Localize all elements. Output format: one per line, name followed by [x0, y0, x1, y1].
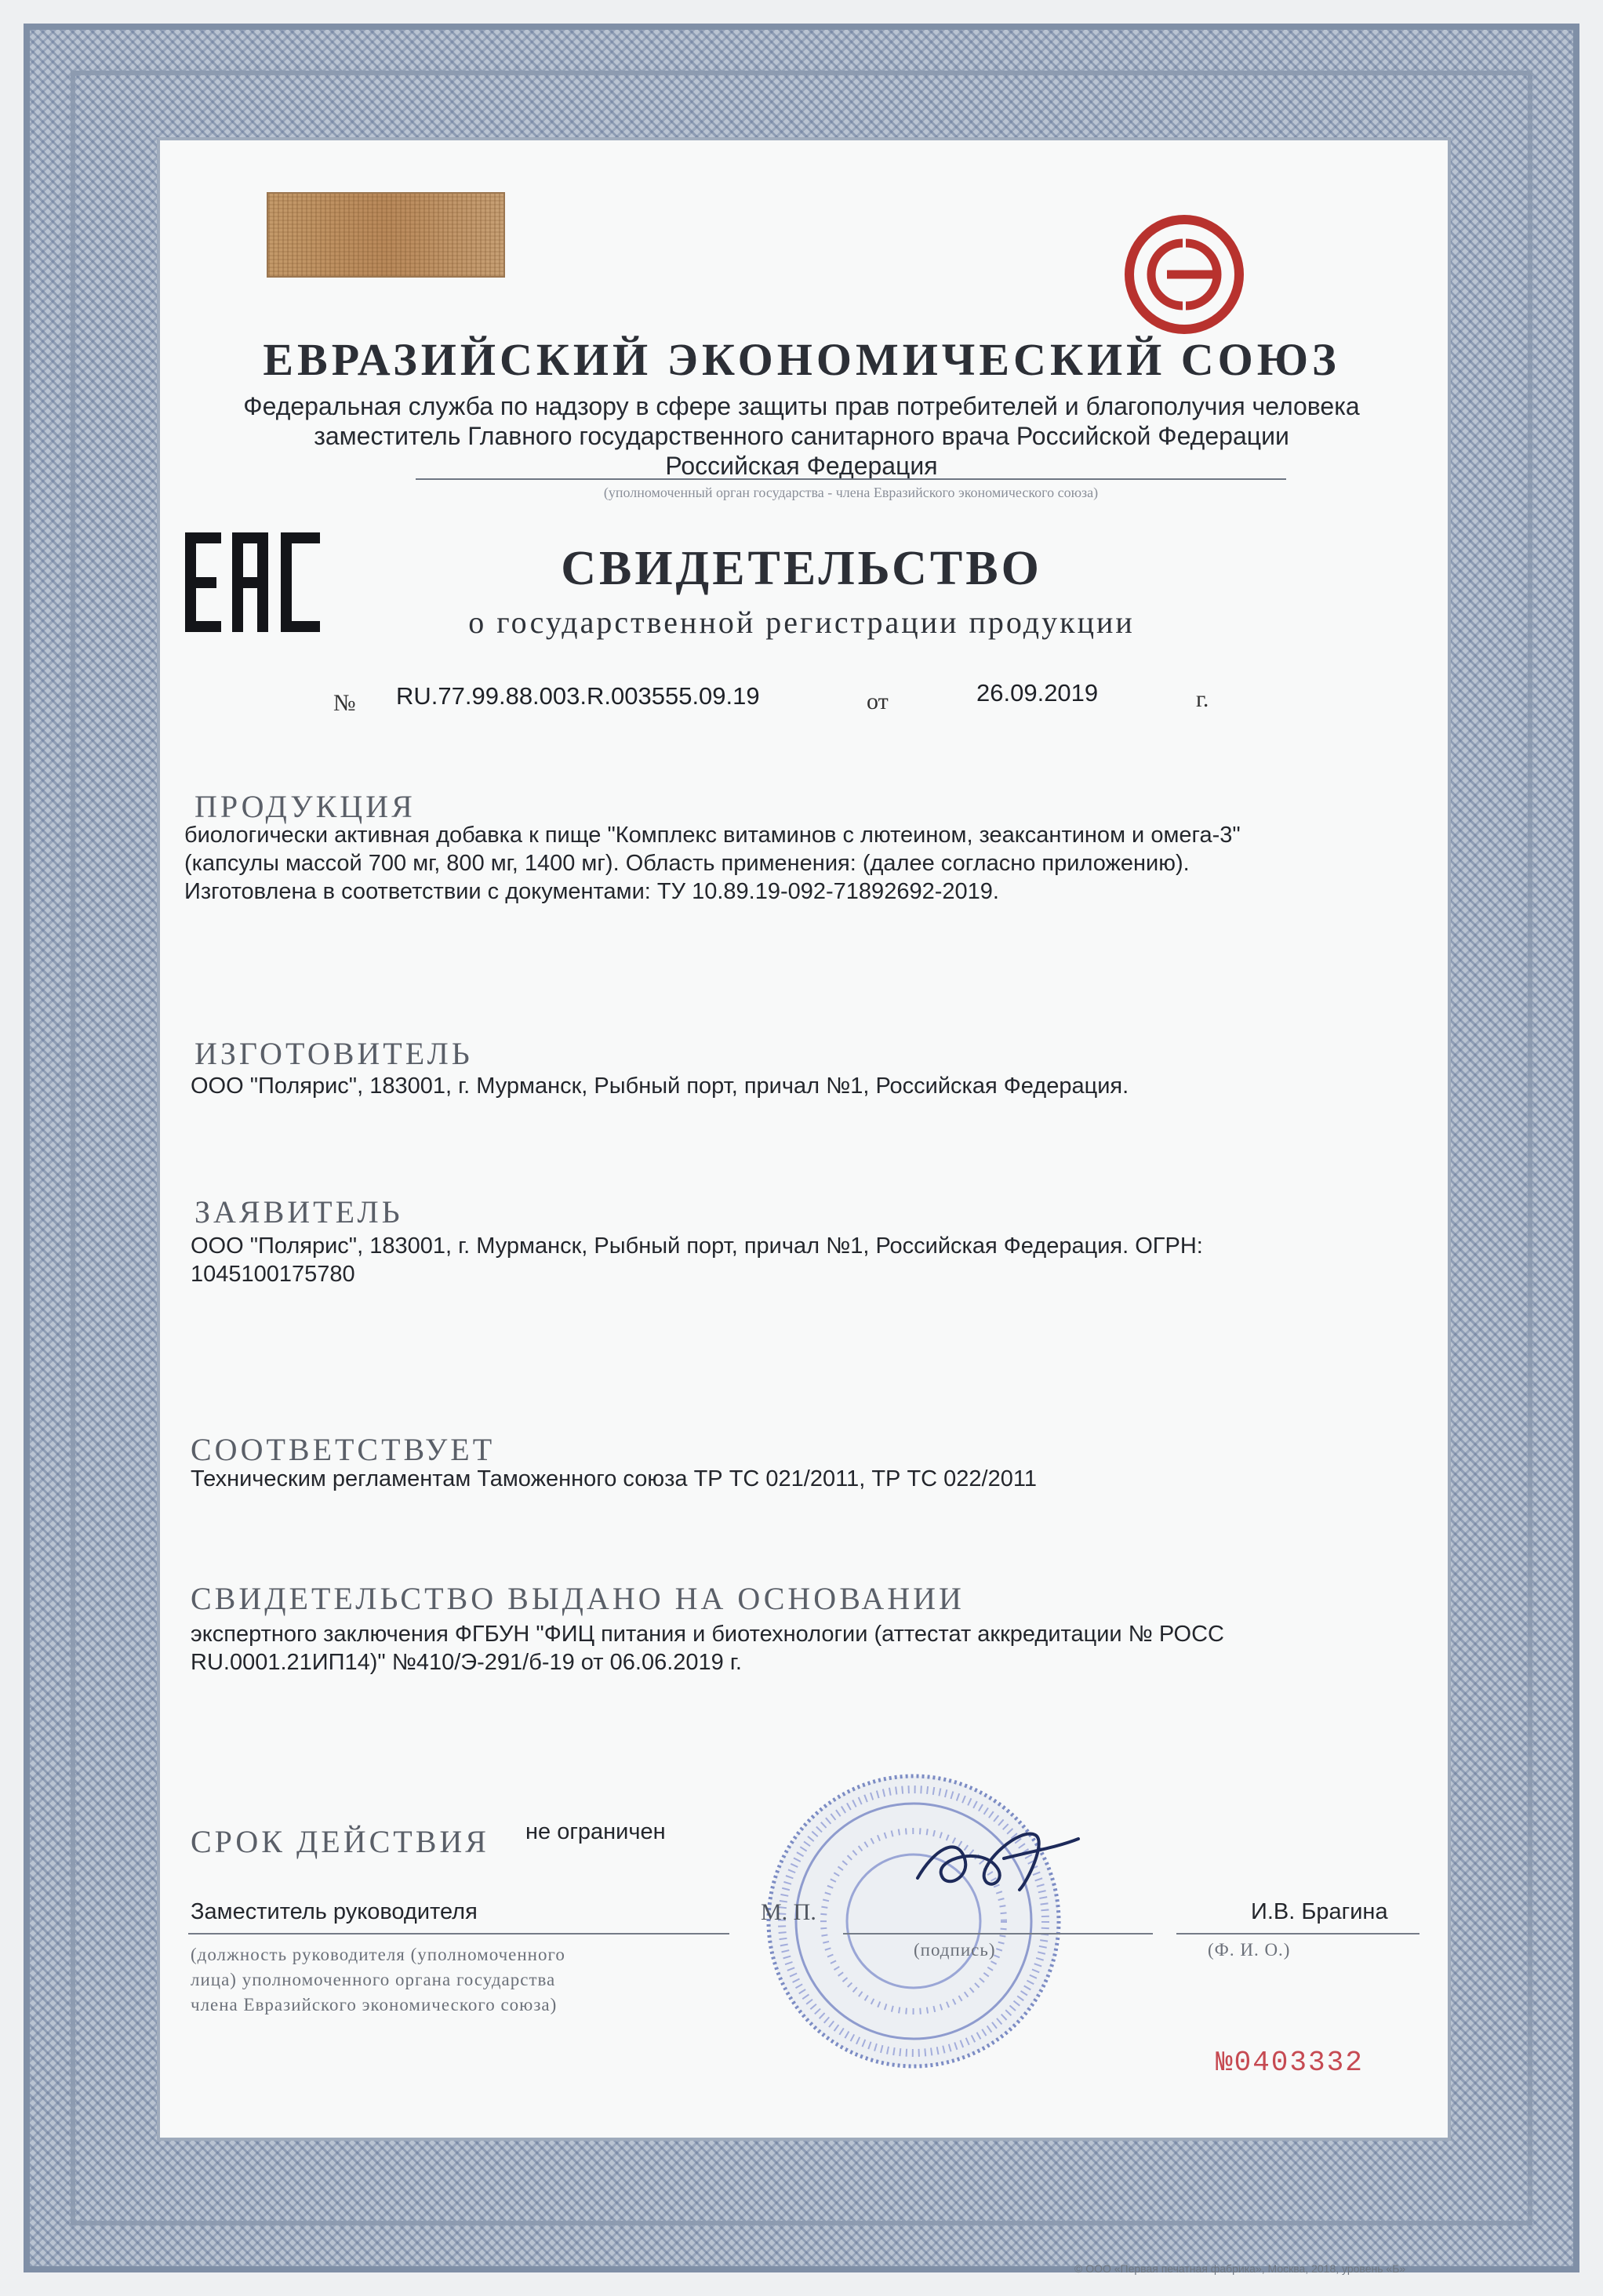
basis-line-1: экспертного заключения ФГБУН "ФИЦ питания и биотехнологии (аттестат аккредитации № РОСС	[191, 1622, 1224, 1647]
document-subtitle: о государственной регистрации продукции	[468, 605, 1135, 640]
signature-icon	[910, 1804, 1082, 1921]
certificate-number: RU.77.99.88.003.R.003555.09.19	[396, 682, 760, 710]
authority-line-1: Федеральная служба по надзору в сфере защиты прав потребителей и благополучия человека	[243, 392, 1360, 420]
authority-caption: (уполномоченный орган государства - члена Евразийского экономического союза)	[603, 485, 1099, 500]
union-title: ЕВРАЗИЙСКИЙ ЭКОНОМИЧЕСКИЙ СОЮЗ	[263, 334, 1340, 385]
basis-line-2: RU.0001.21ИП14)" №410/Э-291/б-19 от 06.06.2019 г.	[191, 1650, 742, 1675]
manufacturer-line-1: ООО "Полярис", 183001, г. Мурманск, Рыбный порт, причал №1, Российская Федерация.	[191, 1074, 1129, 1099]
year-suffix: г.	[1196, 686, 1209, 712]
product-line-1: биологически активная добавка к пище "Комплекс витаминов с лютеином, зеаксантином и омега-3"	[184, 823, 1241, 848]
section-heading-manufacturer: ИЗГОТОВИТЕЛЬ	[194, 1036, 473, 1071]
signatory-name: И.В. Брагина	[1251, 1899, 1388, 1924]
number-label: №	[333, 690, 356, 716]
product-line-3: Изготовлена в соответствии с документами: ТУ 10.89.19-092-71892692-2019.	[184, 879, 999, 904]
name-caption: (Ф. И. О.)	[1208, 1940, 1291, 1960]
product-line-2: (капсулы массой 700 мг, 800 мг, 1400 мг). Область применения: (далее согласно приложению).	[184, 851, 1190, 876]
position-caption-line-3: члена Евразийского экономического союза)	[191, 1995, 558, 2014]
section-heading-product: ПРОДУКЦИЯ	[194, 789, 416, 824]
authority-line-3: Российская Федерация	[665, 452, 938, 480]
authority-underline	[416, 478, 1286, 480]
applicant-line-1: ООО "Полярис", 183001, г. Мурманск, Рыбный порт, причал №1, Российская Федерация. ОГРН:	[191, 1233, 1203, 1259]
section-heading-validity: СРОК ДЕЙСТВИЯ	[191, 1824, 489, 1859]
document-title: СВИДЕТЕЛЬСТВО	[561, 542, 1042, 595]
se-logo-icon	[1121, 212, 1247, 337]
hologram-sticker	[267, 192, 505, 278]
position-caption-line-2: лица) уполномоченного органа государства	[191, 1970, 556, 1989]
section-heading-basis: СВИДЕТЕЛЬСТВО ВЫДАНО НА ОСНОВАНИИ	[191, 1581, 965, 1616]
section-heading-applicant: ЗАЯВИТЕЛЬ	[194, 1194, 403, 1230]
conforms-line-1: Техническим регламентам Таможенного союза ТР ТС 021/2011, ТР ТС 022/2011	[191, 1466, 1037, 1491]
authority-line-2: заместитель Главного государственного санитарного врача Российской Федерации	[314, 422, 1289, 450]
validity-value: не ограничен	[525, 1819, 666, 1844]
serial-number: №0403332	[1216, 2047, 1364, 2079]
position-caption-line-1: (должность руководителя (уполномоченного	[191, 1945, 565, 1964]
applicant-line-2: 1045100175780	[191, 1262, 355, 1287]
certificate-date: 26.09.2019	[976, 679, 1099, 707]
seal-place-label: М. П.	[761, 1899, 816, 1925]
section-heading-conforms: СООТВЕТСТВУЕТ	[191, 1432, 496, 1467]
name-line	[1176, 1933, 1419, 1935]
signature-line	[843, 1933, 1153, 1935]
signatory-position: Заместитель руководителя	[191, 1899, 478, 1924]
printer-imprint: © ООО «Первая печатная фабрика», Москва, 2018, уровень «Б»	[1074, 2262, 1406, 2275]
signature-caption: (подпись)	[914, 1940, 996, 1960]
position-line	[188, 1933, 729, 1935]
date-label: от	[867, 688, 889, 714]
